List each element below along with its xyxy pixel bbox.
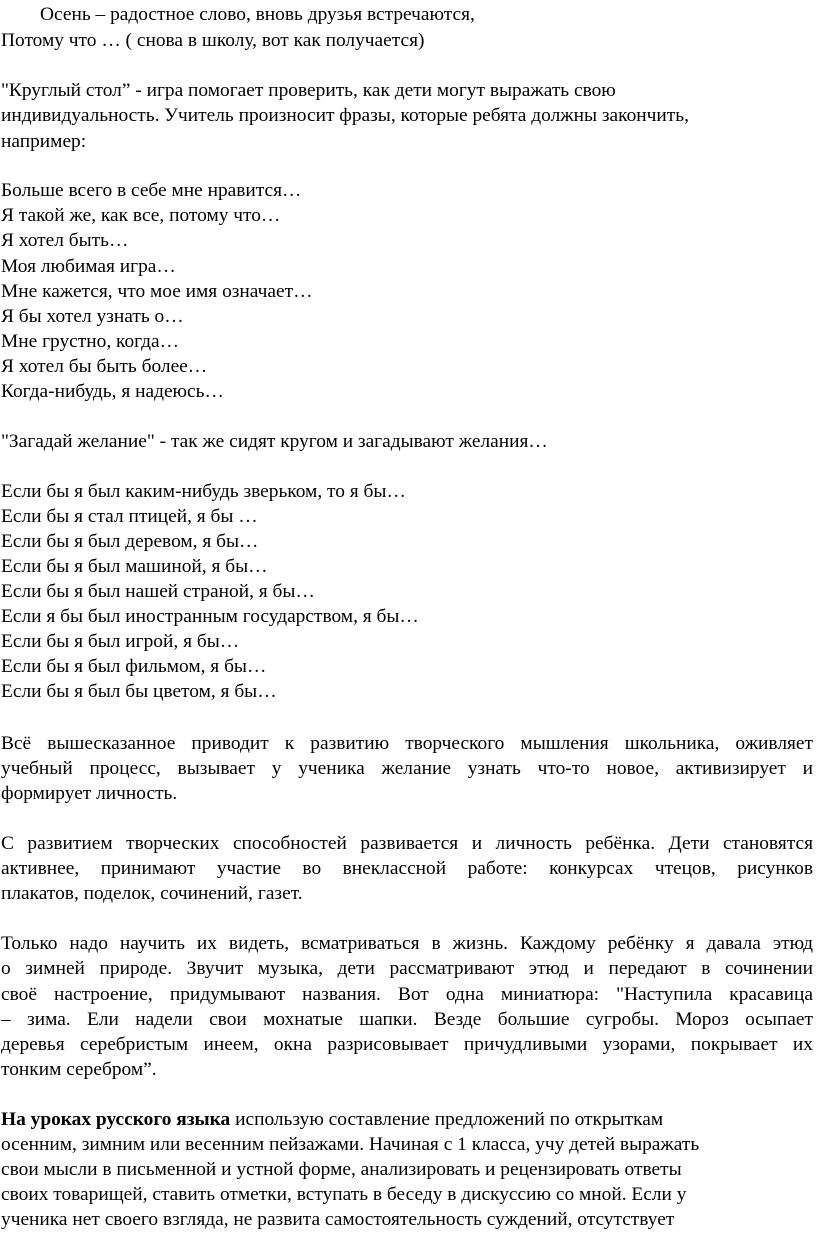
list-item: Если бы я стал птицей, я бы … bbox=[1, 506, 258, 527]
list-item: Если бы я был машиной, я бы… bbox=[1, 556, 268, 577]
paragraph-line: например: bbox=[1, 131, 87, 152]
list-item: Если бы я был деревом, я бы… bbox=[1, 531, 259, 552]
paragraph-line: о зимней природе. Звучит музыка, дети рассматривают этюд и передают в сочинении bbox=[1, 958, 813, 979]
list-item: Если бы я был бы цветом, я бы… bbox=[1, 681, 277, 702]
paragraph-line: – зима. Ели надели свои мохнатые шапки. Везде большие сугробы. Мороз осыпает bbox=[1, 1009, 813, 1030]
paragraph-line: своё настроение, придумывают названия. Вот одна миниатюра: "Наступила красавица bbox=[1, 984, 813, 1005]
paragraph-line: свои мысли в письменной и устной форме, анализировать и рецензировать ответы bbox=[1, 1159, 682, 1180]
paragraph-line bbox=[1, 1107, 663, 1133]
paragraph-line: Только надо научить их видеть, всматриваться в жизнь. Каждому ребёнку я давала этюд bbox=[1, 933, 813, 954]
paragraph-line: плакатов, поделок, сочинений, газет. bbox=[1, 883, 303, 904]
paragraph-line: С развитием творческих способностей развивается и личность ребёнка. Дети становятся bbox=[1, 833, 813, 854]
list-item: Мне грустно, когда… bbox=[1, 331, 179, 352]
poem-line: Осень – радостное слово, вновь друзья встречаются, bbox=[40, 4, 475, 25]
paragraph-line: своих товарищей, ставить отметки, вступать в беседу в дискуссию со мной. Если у bbox=[1, 1184, 687, 1205]
paragraph-line: тонким серебром”. bbox=[1, 1059, 157, 1080]
list-item: Я бы хотел узнать о… bbox=[1, 306, 184, 327]
paragraph-line: ученика нет своего взгляда, не развита самостоятельность суждений, отсутствует bbox=[1, 1209, 675, 1230]
list-item: Если бы я был нашей страной, я бы… bbox=[1, 581, 315, 602]
paragraph-line: осенним, зимним или весенним пейзажами. Начиная с 1 класса, учу детей выражать bbox=[1, 1134, 700, 1155]
list-item: Я хотел быть… bbox=[1, 230, 129, 251]
list-item: Если бы я был игрой, я бы… bbox=[1, 631, 240, 652]
paragraph-line: активнее, принимают участие во внеклассной работе: конкурсах чтецов, рисунков bbox=[1, 858, 813, 879]
list-item: Мне кажется, что мое имя означает… bbox=[1, 281, 313, 302]
list-item: Если я бы был иностранным государством, я бы… bbox=[1, 606, 419, 627]
paragraph-line: "Круглый стол” - игра помогает проверить, как дети могут выражать свою bbox=[1, 80, 616, 101]
list-item: Больше всего в себе мне нравится… bbox=[1, 180, 302, 201]
paragraph-line: "Загадай желание" - так же сидят кругом и загадывают желания… bbox=[1, 431, 548, 452]
bold-lead: На уроках русского языка bbox=[1, 1109, 231, 1130]
paragraph-text: использую составление предложений по открыткам bbox=[230, 1109, 664, 1130]
list-item: Моя любимая игра… bbox=[1, 256, 176, 277]
paragraph-line: индивидуальность. Учитель произносит фразы, которые ребята должны закончить, bbox=[1, 105, 689, 126]
list-item: Я хотел бы быть более… bbox=[1, 356, 208, 377]
paragraph-line: Всё вышесказанное приводит к развитию творческого мышления школьника, оживляет bbox=[1, 733, 813, 754]
list-item: Если бы я был каким-нибудь зверьком, то я бы… bbox=[1, 481, 406, 502]
paragraph-line: деревья серебристым инеем, окна разрисовывает причудливыми узорами, покрывает их bbox=[1, 1034, 813, 1055]
paragraph-line: формирует личность. bbox=[1, 783, 178, 804]
list-item: Если бы я был фильмом, я бы… bbox=[1, 656, 267, 677]
poem-line: Потому что … ( снова в школу, вот как получается) bbox=[1, 30, 425, 51]
paragraph-line: учебный процесс, вызывает у ученика желание узнать что-то новое, активизирует и bbox=[1, 758, 813, 779]
list-item: Я такой же, как все, потому что… bbox=[1, 205, 281, 226]
list-item: Когда-нибудь, я надеюсь… bbox=[1, 381, 224, 402]
